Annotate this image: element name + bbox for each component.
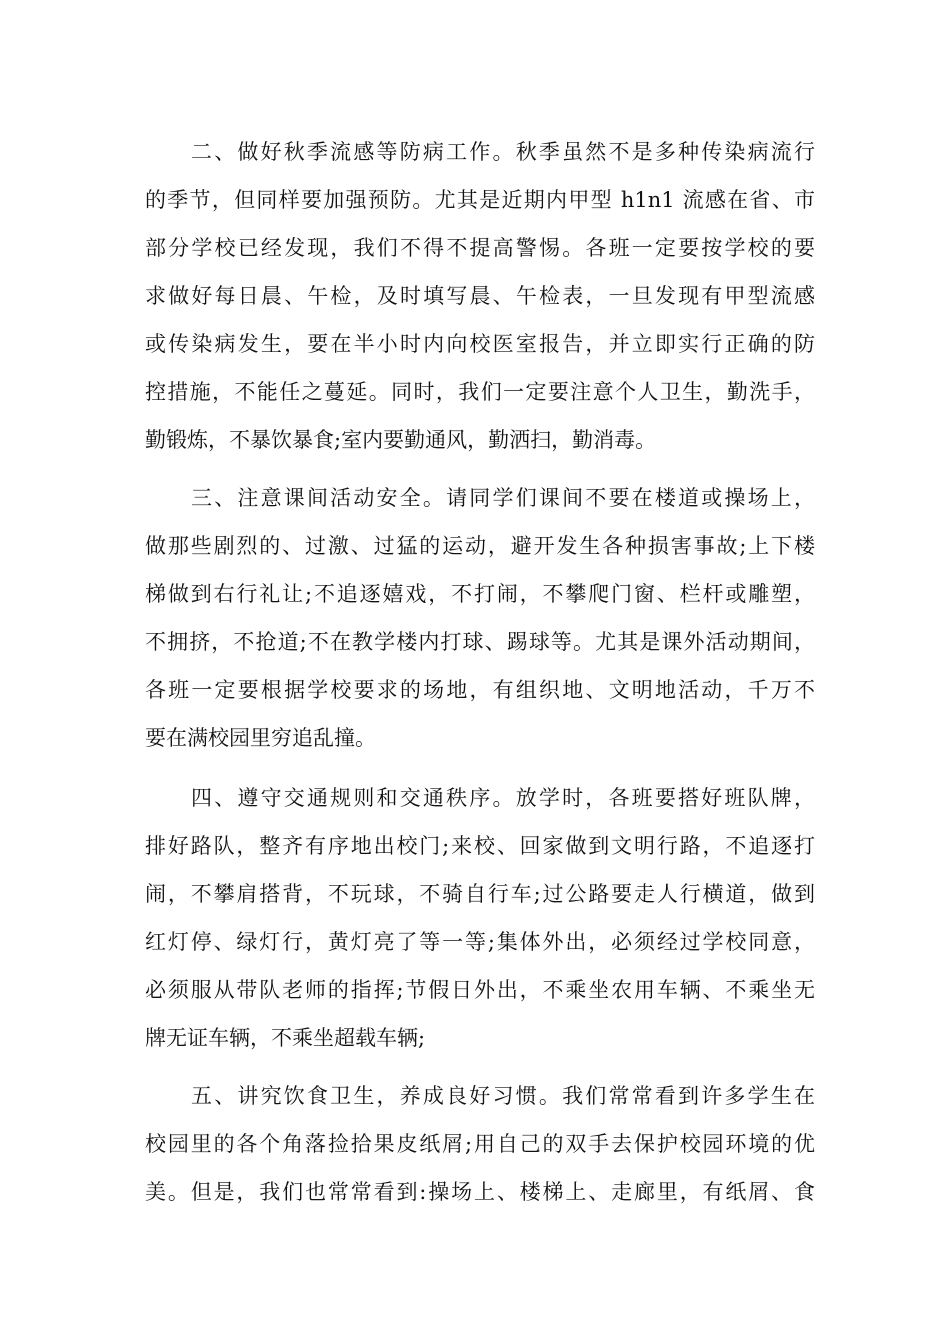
text-line: 梯做到右行礼让;不追逐嬉戏，不打闹，不攀爬门窗、栏杆或雕塑， [145, 582, 815, 606]
paragraph-traffic-rules [145, 774, 815, 1062]
text-line: 红灯停、绿灯行，黄灯亮了等一等;集体外出，必须经过学校同意， [145, 930, 815, 954]
text-line: 不拥挤，不抢道;不在教学楼内打球、踢球等。尤其是课外活动期间， [145, 630, 815, 654]
text-line: 或传染病发生，要在半小时内向校医室报告，并立即实行正确的防 [145, 332, 815, 356]
text-line: 必须服从带队老师的指挥;节假日外出，不乘坐农用车辆、不乘坐无 [145, 978, 815, 1002]
text-line: 排好路队，整齐有序地出校门;来校、回家做到文明行路，不追逐打 [145, 834, 815, 858]
text-line: 要在满校园里穷追乱撞。 [145, 726, 376, 750]
text-line: 二、做好秋季流感等防病工作。秋季虽然不是多种传染病流行 [191, 140, 815, 164]
text-line: 求做好每日晨、午检，及时填写晨、午检表，一旦发现有甲型流感 [145, 284, 815, 308]
text-line: 的季节，但同样要加强预防。尤其是近期内甲型 h1n1 流感在省、市 [145, 188, 815, 212]
paragraph-recess-safety [145, 474, 815, 762]
paragraph-food-hygiene [145, 1072, 815, 1216]
text-line: 美。但是，我们也常常看到:操场上、楼梯上、走廊里，有纸屑、食 [145, 1180, 815, 1204]
text-line: 牌无证车辆，不乘坐超载车辆; [145, 1026, 426, 1050]
text-line: 各班一定要根据学校要求的场地，有组织地、文明地活动，千万不 [145, 678, 815, 702]
text-line: 闹，不攀肩搭背，不玩球，不骑自行车;过公路要走人行横道，做到 [145, 882, 815, 906]
text-line: 控措施，不能任之蔓延。同时，我们一定要注意个人卫生，勤洗手， [145, 380, 815, 404]
text-line: 五、讲究饮食卫生，养成良好习惯。我们常常看到许多学生在 [191, 1084, 815, 1108]
paragraph-flu-prevention [145, 128, 815, 464]
text-line: 校园里的各个角落捡拾果皮纸屑;用自己的双手去保护校园环境的优 [145, 1132, 815, 1156]
text-line: 四、遵守交通规则和交通秩序。放学时，各班要搭好班队牌， [191, 786, 815, 810]
text-line: 部分学校已经发现，我们不得不提高警惕。各班一定要按学校的要 [145, 236, 815, 260]
text-line: 做那些剧烈的、过激、过猛的运动，避开发生各种损害事故;上下楼 [145, 534, 815, 558]
text-line: 三、注意课间活动安全。请同学们课间不要在楼道或操场上， [191, 486, 815, 510]
text-line: 勤锻炼，不暴饮暴食;室内要勤通风，勤洒扫，勤消毒。 [145, 428, 657, 452]
